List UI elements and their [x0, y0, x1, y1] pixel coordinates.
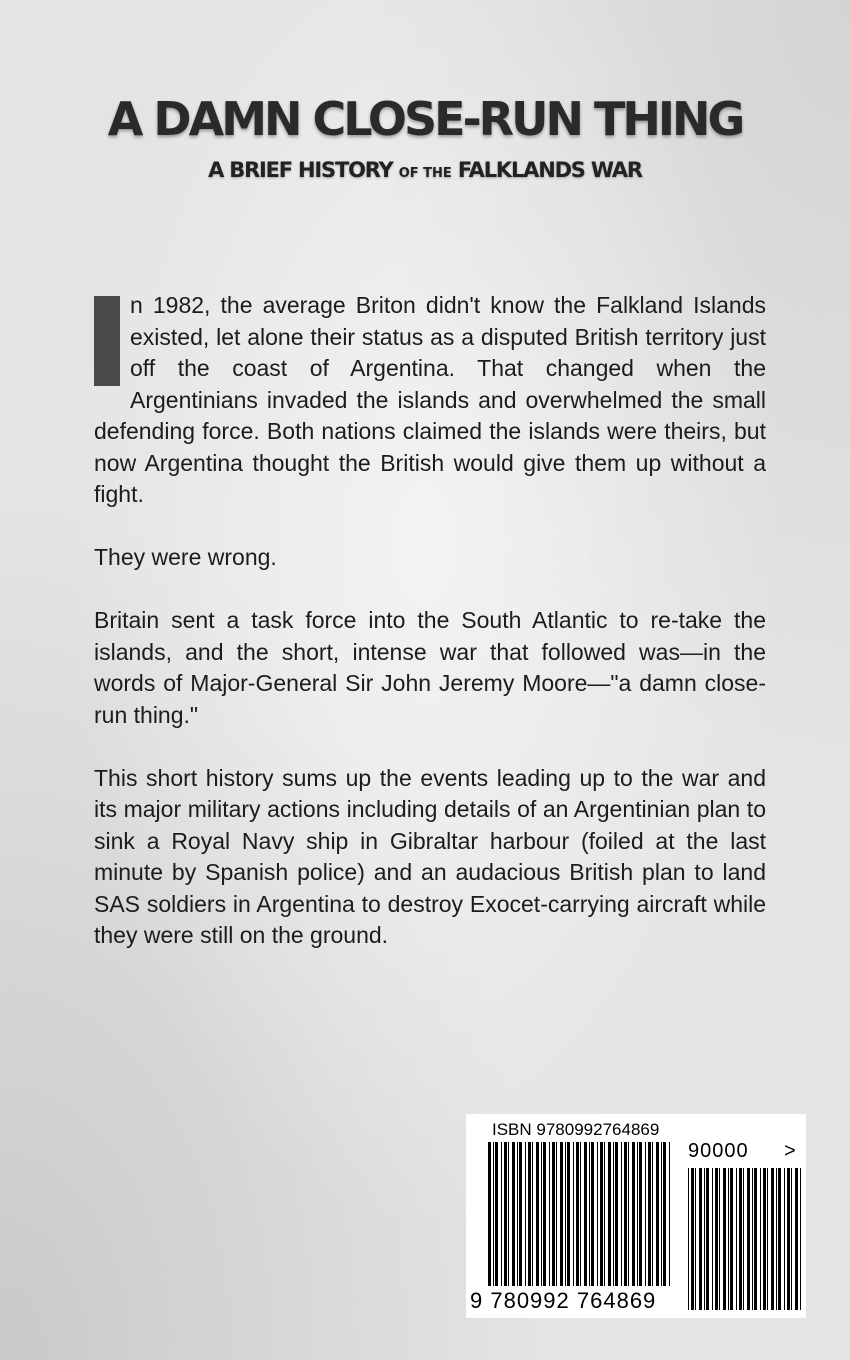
barcode-bar: [730, 1168, 733, 1310]
barcode-bar: [800, 1168, 801, 1310]
barcode-bar: [501, 1142, 502, 1286]
subtitle-part-1: A BRIEF HISTORY: [208, 158, 393, 182]
barcode-bar: [584, 1142, 587, 1286]
barcode-bar: [488, 1142, 491, 1286]
subtitle-connector: OF THE: [398, 166, 452, 181]
barcode-bar: [791, 1168, 792, 1310]
barcode-bar: [661, 1142, 662, 1286]
barcode-bar: [589, 1142, 590, 1286]
addon-arrow: >: [784, 1140, 796, 1162]
barcode-bar: [760, 1168, 761, 1310]
barcode-bar: [565, 1142, 566, 1286]
barcode-bar: [624, 1142, 627, 1286]
barcode-bar: [752, 1168, 753, 1310]
barcode-bar: [778, 1168, 781, 1310]
barcode-bar: [604, 1142, 605, 1286]
barcode-bar: [615, 1142, 618, 1286]
barcode-bar: [632, 1142, 635, 1286]
barcode-bar: [719, 1168, 720, 1310]
barcode-bar: [712, 1168, 713, 1310]
barcode-bar: [536, 1142, 539, 1286]
barcode-bar: [508, 1142, 509, 1286]
barcode-bar: [560, 1142, 563, 1286]
drop-cap: [94, 296, 120, 386]
barcode-bar: [736, 1168, 737, 1310]
barcode-bar: [656, 1142, 659, 1286]
barcode-bar: [556, 1142, 557, 1286]
barcode-bar: [495, 1142, 498, 1286]
barcode-bar: [787, 1168, 790, 1310]
blurb-paragraph-2: They were wrong.: [94, 544, 277, 570]
subtitle-part-2: FALKLANDS WAR: [457, 158, 642, 182]
barcode-bar: [669, 1142, 670, 1286]
barcode-bar: [576, 1142, 579, 1286]
barcode-bar: [652, 1142, 653, 1286]
barcode-bar: [552, 1142, 555, 1286]
barcode-bar: [600, 1142, 603, 1286]
barcode-bar: [519, 1142, 522, 1286]
barcode-bar: [743, 1168, 744, 1310]
barcode-bar: [639, 1142, 642, 1286]
barcode-bar: [525, 1142, 526, 1286]
barcode-bar: [776, 1168, 777, 1310]
barcode-bar: [699, 1168, 702, 1310]
barcode-bar: [706, 1168, 709, 1310]
barcode-bar: [648, 1142, 651, 1286]
barcode-bar: [512, 1142, 515, 1286]
barcode-bar: [771, 1168, 774, 1310]
barcode-bar: [608, 1142, 611, 1286]
barcode-bar: [541, 1142, 542, 1286]
barcode-bar: [754, 1168, 757, 1310]
barcode-bar: [704, 1168, 705, 1310]
barcode-bar: [728, 1168, 729, 1310]
barcode-bar: [613, 1142, 614, 1286]
isbn-label: ISBN 9780992764869: [492, 1120, 660, 1139]
barcode-bar: [763, 1168, 766, 1310]
barcode-bar: [493, 1142, 494, 1286]
barcode-digits: 9 780992 764869: [470, 1288, 657, 1313]
barcode-bar: [528, 1142, 531, 1286]
book-title: A DAMN CLOSE-RUN THING: [107, 92, 743, 146]
blurb: [94, 290, 766, 983]
barcode-bar: [504, 1142, 507, 1286]
barcode-bar: [543, 1142, 546, 1286]
barcode-bar: [723, 1168, 726, 1310]
barcode-bar: [767, 1168, 768, 1310]
blurb-paragraph-4: This short history sums up the events leading up to the war and its major military actions including details of an Argentinian plan to sink a Royal Navy ship in Gibraltar harbour (foiled at the last minute by Spanish police) and an audacious British plan to land SAS soldiers in Argentina to destroy Exocet-carrying aircraft while they were still on the ground.: [94, 764, 766, 948]
barcode-bar: [637, 1142, 638, 1286]
barcode-bar: [628, 1142, 629, 1286]
barcode-bar: [695, 1168, 696, 1310]
barcode-bar: [663, 1142, 666, 1286]
blurb-paragraph-3: Britain sent a task force into the South Atlantic to re-take the islands, and the short, intense war that followed was—in the words of Major-General Sir John Jeremy Moore—"a damn close-run thing.": [94, 607, 766, 728]
barcode-bar: [645, 1142, 646, 1286]
barcode-bar: [621, 1142, 622, 1286]
barcode-bar: [688, 1168, 689, 1310]
isbn-barcode: [466, 1114, 806, 1318]
price-addon: 90000: [688, 1140, 749, 1162]
barcode-bar: [795, 1168, 798, 1310]
book-subtitle: [0, 158, 850, 182]
barcode-bar: [747, 1168, 750, 1310]
barcode-bar: [597, 1142, 598, 1286]
barcode-bar: [784, 1168, 785, 1310]
barcode-bar: [517, 1142, 518, 1286]
barcode-bar: [715, 1168, 718, 1310]
barcode-bar: [739, 1168, 742, 1310]
blurb-paragraph-1: [94, 290, 766, 511]
barcode-bar: [549, 1142, 550, 1286]
barcode-bar: [567, 1142, 570, 1286]
barcode-bar: [691, 1168, 694, 1310]
barcode-bar: [532, 1142, 533, 1286]
barcode-bar: [591, 1142, 594, 1286]
barcode-bar: [573, 1142, 574, 1286]
paragraph-1-text: n 1982, the average Briton didn't know the Falkland Islands existed, let alone their status as a disputed British territory just off the coast of Argentina. That changed when the Argentinians invaded the islands and overwhelmed the small defending force. Both nations claimed the islands were theirs, but now Argentina thought the British would give them up without a fight.: [94, 292, 766, 507]
barcode-bar: [580, 1142, 581, 1286]
